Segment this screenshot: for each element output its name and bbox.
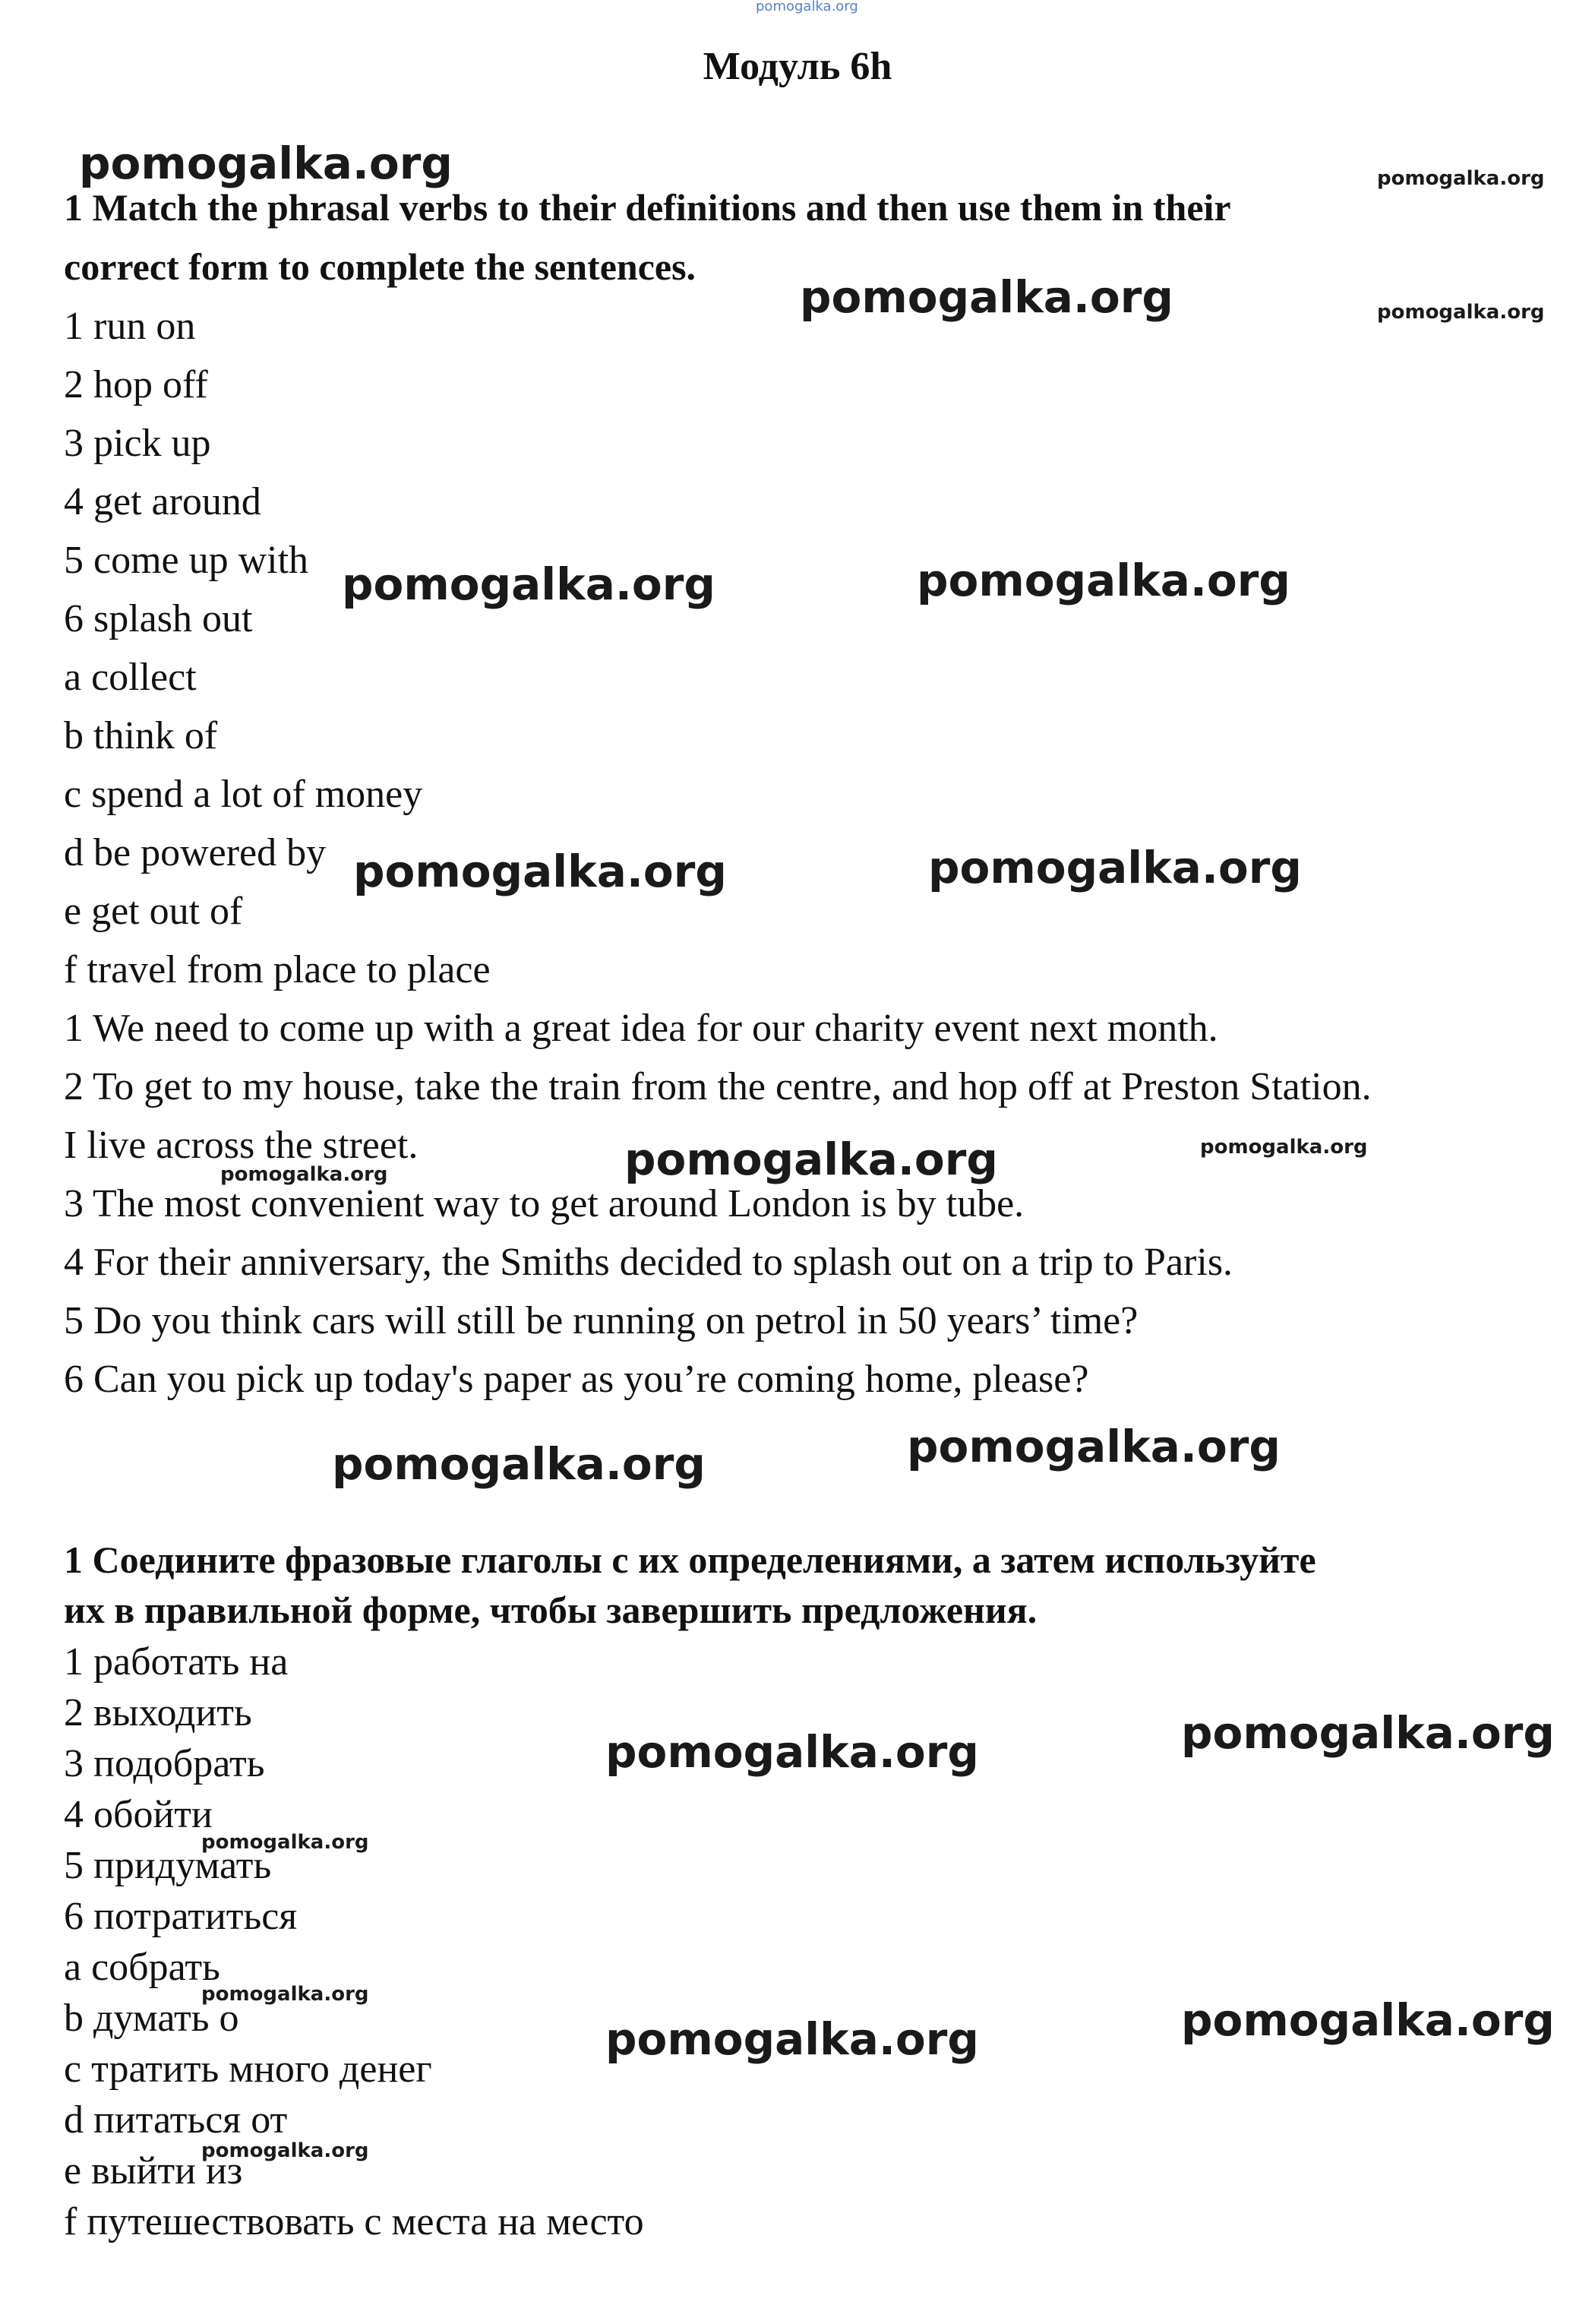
sentence-item: 4 For their anniversary, the Smiths decided to splash out on a trip to Paris. [64, 1241, 1233, 1284]
russian-verb-item: 5 придумать [64, 1844, 272, 1887]
watermark-small: pomogalka.org [1200, 1136, 1368, 1159]
watermark: pomogalka.org [342, 558, 715, 610]
watermark: pomogalka.org [605, 1726, 979, 1778]
watermark: pomogalka.org [800, 271, 1173, 323]
watermark: pomogalka.org [907, 1421, 1281, 1472]
russian-verb-item: 3 подобрать [64, 1742, 265, 1785]
sentence-item: 3 The most convenient way to get around London is by tube. [64, 1182, 1025, 1225]
definition-item: c spend a lot of money [64, 773, 423, 816]
verb-item: 1 run on [64, 305, 196, 348]
russian-instruction: 1 Соедините фразовые глаголы с их определениями, а затем используйте [64, 1538, 1316, 1581]
watermark: pomogalka.org [1181, 1707, 1555, 1759]
watermark: pomogalka.org [353, 846, 727, 897]
watermark: pomogalka.org [1181, 1994, 1555, 2046]
sentence-item: 1 We need to come up with a great idea for our charity event next month. [64, 1007, 1218, 1050]
watermark-small: pomogalka.org [1377, 301, 1545, 324]
watermark: pomogalka.org [917, 555, 1290, 606]
russian-definition-item: f путешествовать с места на место [64, 2200, 644, 2243]
definition-item: b think of [64, 714, 218, 757]
verb-item: 5 come up with [64, 539, 309, 582]
page-title: Модуль 6h [703, 45, 892, 88]
definition-item: f travel from place to place [64, 948, 491, 991]
watermark: pomogalka.org [928, 842, 1302, 893]
russian-definition-item: e выйти из [64, 2149, 243, 2193]
watermark: pomogalka.org [332, 1438, 706, 1490]
english-instruction: correct form to complete the sentences. [64, 245, 696, 288]
verb-item: 2 hop off [64, 363, 208, 406]
watermark: pomogalka.org [605, 2013, 979, 2065]
russian-instruction: их в правильной форме, чтобы завершить предложения. [64, 1589, 1038, 1631]
russian-verb-item: 2 выходить [64, 1691, 252, 1734]
watermark-small: pomogalka.org [201, 2139, 369, 2162]
verb-item: 3 pick up [64, 422, 211, 465]
watermark-small: pomogalka.org [201, 1831, 369, 1854]
sentence-item: 5 Do you think cars will still be running on petrol in 50 years’ time? [64, 1299, 1139, 1342]
russian-definition-item: d питаться от [64, 2098, 288, 2142]
russian-verb-item: 6 потратиться [64, 1895, 298, 1938]
sentence-item: I live across the street. [64, 1124, 418, 1167]
english-instruction: 1 Match the phrasal verbs to their definitions and then use them in their [64, 186, 1231, 229]
watermark-top-tiny: pomogalka.org [756, 0, 858, 14]
watermark: pomogalka.org [79, 138, 453, 189]
watermark-small: pomogalka.org [1377, 167, 1545, 190]
definition-item: d be powered by [64, 831, 327, 874]
watermark-small: pomogalka.org [220, 1163, 388, 1186]
definition-item: e get out of [64, 890, 243, 933]
watermark: pomogalka.org [624, 1134, 998, 1185]
verb-item: 6 splash out [64, 597, 253, 640]
watermark-small: pomogalka.org [201, 1983, 369, 2006]
russian-verb-item: 1 работать на [64, 1640, 289, 1684]
verb-item: 4 get around [64, 480, 261, 523]
russian-verb-item: 4 обойти [64, 1793, 213, 1836]
russian-definition-item: c тратить много денег [64, 2047, 432, 2091]
sentence-item: 2 To get to my house, take the train from the centre, and hop off at Preston Station. [64, 1065, 1372, 1108]
russian-definition-item: a собрать [64, 1946, 220, 1989]
russian-definition-item: b думать о [64, 1997, 239, 2040]
definition-item: a collect [64, 656, 197, 699]
sentence-item: 6 Can you pick up today's paper as you’re coming home, please? [64, 1358, 1089, 1401]
